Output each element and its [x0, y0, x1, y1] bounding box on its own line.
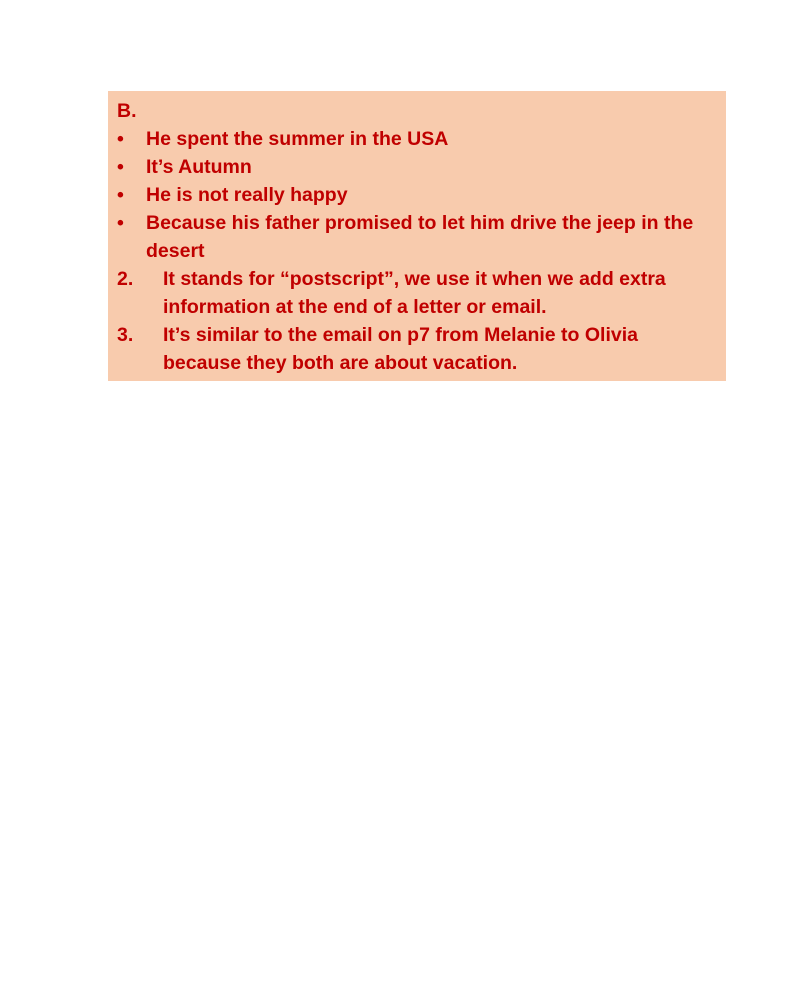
- bullet-text: Because his father promised to let him drive the jeep in the desert: [146, 212, 694, 262]
- list-item: [117, 181, 718, 209]
- bullet-marker: •: [117, 156, 124, 178]
- list-item: [117, 153, 718, 181]
- numbered-list: [117, 265, 718, 377]
- list-item: [117, 209, 718, 265]
- bullet-text: He spent the summer in the USA: [146, 128, 449, 150]
- bullet-marker: •: [117, 184, 124, 206]
- answer-box: [108, 91, 726, 381]
- item-text: It’s similar to the email on p7 from Melanie to Olivia because they both are about vacation.: [163, 324, 638, 374]
- section-label: B.: [117, 100, 137, 122]
- bullet-text: He is not really happy: [146, 184, 348, 206]
- list-item: [117, 321, 718, 377]
- bullet-list: [117, 125, 718, 265]
- list-item: [117, 265, 718, 321]
- bullet-marker: •: [117, 212, 124, 234]
- item-number: 2.: [117, 268, 134, 290]
- item-number: 3.: [117, 324, 134, 346]
- bullet-marker: •: [117, 128, 124, 150]
- bullet-text: It’s Autumn: [146, 156, 252, 178]
- list-item: [117, 125, 718, 153]
- item-text: It stands for “postscript”, we use it when we add extra information at the end of a letter or email.: [163, 268, 666, 318]
